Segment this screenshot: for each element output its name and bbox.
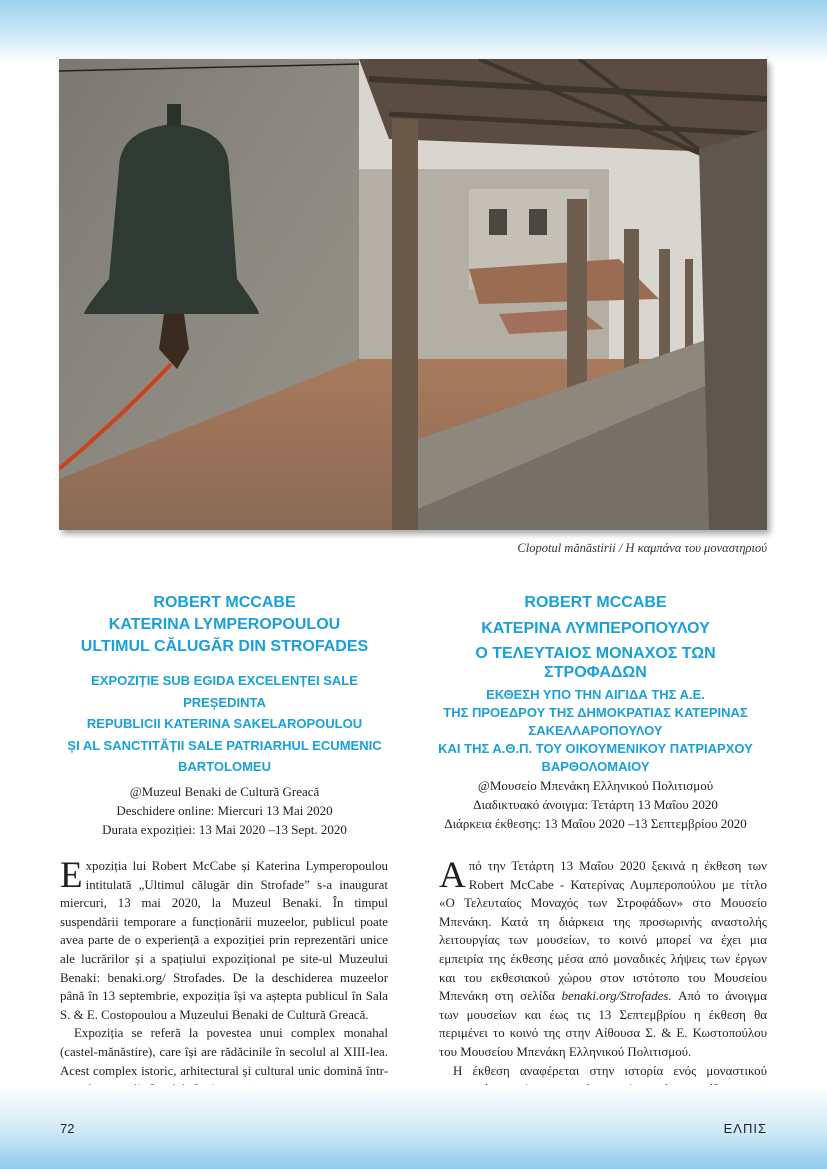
romanian-header bbox=[52, 592, 397, 839]
meta-line: Διάρκεια έκθεσης: 13 Μαΐου 2020 –13 Σεπτεμβρίου 2020 bbox=[444, 816, 747, 831]
subtitle-line: ȘI AL SANCTITĂȚII SALE PATRIARHUL ECUMENIC bbox=[67, 737, 382, 753]
greek-header bbox=[423, 592, 768, 833]
subtitle-line: ΕΚΘΕΣΗ ΥΠΟ ΤΗΝ ΑΙΓΙΔΑ ΤΗΣ Α.Ε. bbox=[486, 687, 705, 702]
subtitle-line: REPUBLICII KATERINA SAKELAROPOULOU bbox=[86, 716, 363, 731]
drop-cap: E bbox=[60, 855, 83, 896]
meta-line: @Muzeul Benaki de Cultură Greacă bbox=[129, 783, 320, 799]
paragraph-text: xpoziția lui Robert McCabe și Katerina Lymperopoulou intitulată „Ultimul călugăr din Strofade” s-a inaugurat miercuri, 13 mai 2020, la Muzeul Benaki. În timpul suspendării temporare a funcționării muzeelor, publicul poate avea parte de o experiență a expoziției prin reprezentări unice ale lucrărilor și a spațiului expozițional pe site-ul Muzeului Benaki: benaki.org/ Strofades. De la deschiderea muzeelor până în 13 septembrie, expoziția își va aștepta publicul în Sala S. & E. Costopoulou a Muzeului Benaki de Cultură Greacă. bbox=[60, 859, 388, 1022]
page-number: 72 bbox=[60, 1121, 75, 1136]
magazine-name: ΕΛΠΙΣ bbox=[723, 1121, 767, 1136]
photo-caption: Clopotul mănăstirii / Η καμπάνα του μοναστηριού bbox=[517, 541, 767, 555]
subtitle-line: ΣΑΚΕΛΛΑΡΟΠΟΥΛΟΥ bbox=[528, 723, 663, 738]
meta-line: Διαδικτυακό άνοιγμα: Τετάρτη 13 Μαΐου 2020 bbox=[473, 797, 718, 812]
title-line: ULTIMUL CĂLUGĂR DIN STROFADES bbox=[80, 638, 369, 655]
bottom-gradient-band bbox=[0, 1085, 827, 1169]
title-line: ΣΤΡΟΦΑΔΩΝ bbox=[544, 664, 647, 681]
title-line: ROBERT MCCABE bbox=[153, 594, 296, 611]
meta-line: @Μουσείο Μπενάκη Ελληνικού Πολιτισμού bbox=[477, 778, 714, 793]
title-line: KATERINA LYMPEROPOULOU bbox=[108, 616, 341, 633]
title-line: Ο ΤΕΛΕΥΤΑΙΟΣ ΜΟΝΑΧΟΣ ΤΩΝ bbox=[475, 645, 716, 662]
subtitle-line: BARTOLOMEU bbox=[178, 759, 271, 774]
top-gradient-band bbox=[0, 0, 827, 62]
meta-line: Durata expoziției: 13 Mai 2020 –13 Sept. 2020 bbox=[102, 821, 347, 837]
bell-photo bbox=[59, 59, 767, 530]
paragraph-text: Από το άνοιγμα των μουσείων και έως τις 13 Σεπτεμβρίου η έκθεση θα περιμένει το κοινό της στην Αίθουσα Σ. & Ε. Κωστοπούλου του Μουσείου Μπενάκη Ελληνικού Πολιτισμού. bbox=[439, 989, 767, 1059]
romanian-body bbox=[60, 857, 388, 1099]
body-paragraph bbox=[439, 857, 767, 1062]
subtitle-line: ΒΑΡΘΟΛΟΜΑΙΟΥ bbox=[541, 759, 650, 774]
title-line: ΚΑΤΕΡΙΝΑ ΛΥΜΠΕΡΟΠΟΥΛΟΥ bbox=[481, 620, 710, 637]
website-link[interactable]: benaki.org/Strofades. bbox=[561, 989, 672, 1004]
subtitle-line: ΚΑΙ ΤΗΣ Α.Θ.Π. ΤΟΥ ΟΙΚΟΥΜΕΝΙΚΟΥ ΠΑΤΡΙΑΡΧΟΥ bbox=[438, 741, 753, 756]
paragraph-text: πό την Τετάρτη 13 Μαΐου 2020 ξεκινά η έκθεση των Robert McCabe - Κατερίνας Λυμπεροπούλου με τίτλο «Ο Τελευταίος Μοναχός των Στροφάδων» στο Μουσείο Μπενάκη. Κατά τη διάρκεια της προσωρινής αναστολής λειτουργίας των μουσείων, το κοινό μπορεί να έχει μια εμπειρία της έκθεσης μέσα από μοναδικές λήψεις των έργων και του εκθεσιακού χώρου στον ιστότοπο του Μουσείου Μπενάκη στη σελίδα bbox=[439, 859, 767, 1004]
body-paragraph: Expoziția se referă la povestea unui complex monahal (castel-mănăstire), care își are rădăcinile în secolul al XIII-lea. Acest complex istoric, arhitectural și cultural unic domină într- bbox=[60, 1026, 388, 1078]
drop-cap: Α bbox=[439, 855, 466, 896]
subtitle-line: EXPOZIȚIE SUB EGIDA EXCELENȚEI SALE PREȘEDINTA bbox=[91, 673, 358, 710]
meta-line: Deschidere online: Miercuri 13 Mai 2020 bbox=[116, 802, 333, 818]
title-line: ROBERT MCCABE bbox=[524, 594, 667, 611]
greek-body bbox=[439, 857, 767, 1099]
subtitle-line: ΤΗΣ ΠΡΟΕΔΡΟΥ ΤΗΣ ΔΗΜΟΚΡΑΤΙΑΣ ΚΑΤΕΡΙΝΑΣ bbox=[443, 705, 748, 720]
monastery-bell-illustration bbox=[59, 59, 767, 530]
body-paragraph: Η έκθεση αναφέρεται στην ιστορία ενός μοναστικού bbox=[453, 1063, 767, 1078]
body-paragraph bbox=[60, 857, 388, 1024]
